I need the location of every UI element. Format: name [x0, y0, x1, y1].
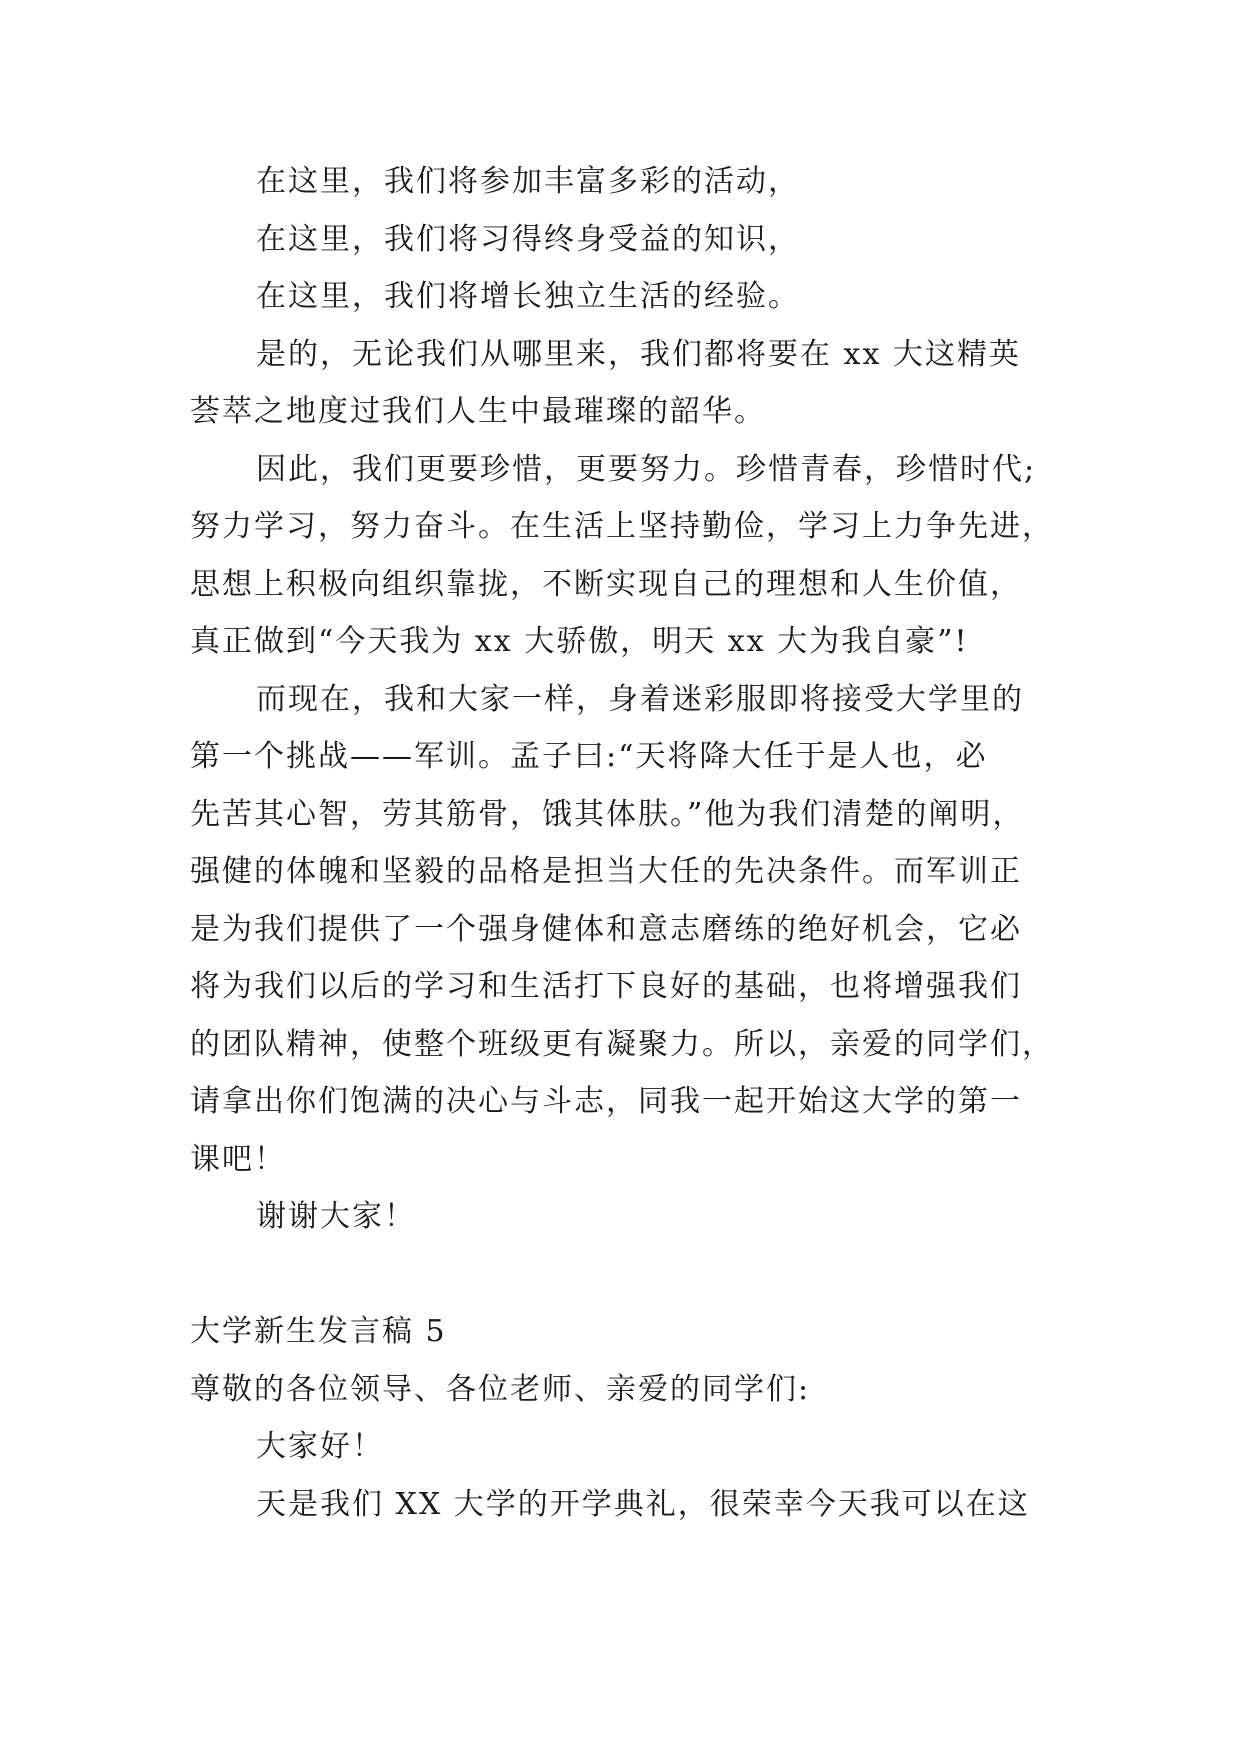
- text-line: 的团队精神，使整个班级更有凝聚力。所以，亲爱的同学们，: [190, 1026, 1054, 1062]
- text-line: 第一个挑战——军训。孟子曰:“天将降大任于是人也，必: [190, 739, 988, 774]
- text-line: 将为我们以后的学习和生活打下良好的基础，也将增强我们: [190, 969, 1022, 1004]
- text-line: 在这里，我们将习得终身受益的知识，: [256, 221, 800, 257]
- text-line: 天是我们 XX 大学的开学典礼，很荣幸今天我可以在这: [256, 1486, 1030, 1522]
- text-line: 在这里，我们将增长独立生活的经验。: [256, 279, 800, 314]
- text-line: 在这里，我们将参加丰富多彩的活动，: [256, 164, 800, 199]
- text-line: 是为我们提供了一个强身健体和意志磨练的绝好机会，它必: [190, 911, 1022, 947]
- text-line: 真正做到“今天我为 xx 大骄傲，明天 xx 大为我自豪”!: [190, 624, 969, 659]
- section-title: 大学新生发言稿 5: [190, 1314, 447, 1349]
- text-line: 课吧！: [190, 1141, 286, 1177]
- text-line: 强健的体魄和坚毅的品格是担当大任的先决条件。而军训正: [190, 854, 1022, 889]
- text-line: 先苦其心智，劳其筋骨，饿其体肤。”他为我们清楚的阐明，: [190, 796, 1025, 832]
- text-line: 因此，我们更要珍惜，更要努力。珍惜青春，珍惜时代;: [256, 451, 1037, 487]
- text-line: 思想上积极向组织靠拢，不断实现自己的理想和人生价值，: [190, 566, 1022, 602]
- text-line: 请拿出你们饱满的决心与斗志，同我一起开始这大学的第一: [190, 1084, 1022, 1119]
- greeting-line: 大家好！: [256, 1429, 384, 1464]
- section-gap: [190, 1246, 1050, 1304]
- document-body: [190, 153, 1054, 1533]
- text-line: 荟萃之地度过我们人生中最璀璨的韶华。: [190, 394, 766, 429]
- text-line: 是的，无论我们从哪里来，我们都将要在 xx 大这精英: [256, 336, 1021, 372]
- text-line: 谢谢大家！: [256, 1199, 416, 1234]
- text-line: 而现在，我和大家一样，身着迷彩服即将接受大学里的: [256, 681, 1024, 717]
- salutation-line: 尊敬的各位领导、各位老师、亲爱的同学们:: [190, 1371, 811, 1407]
- text-line: 努力学习，努力奋斗。在生活上坚持勤俭，学习上力争先进，: [190, 509, 1054, 544]
